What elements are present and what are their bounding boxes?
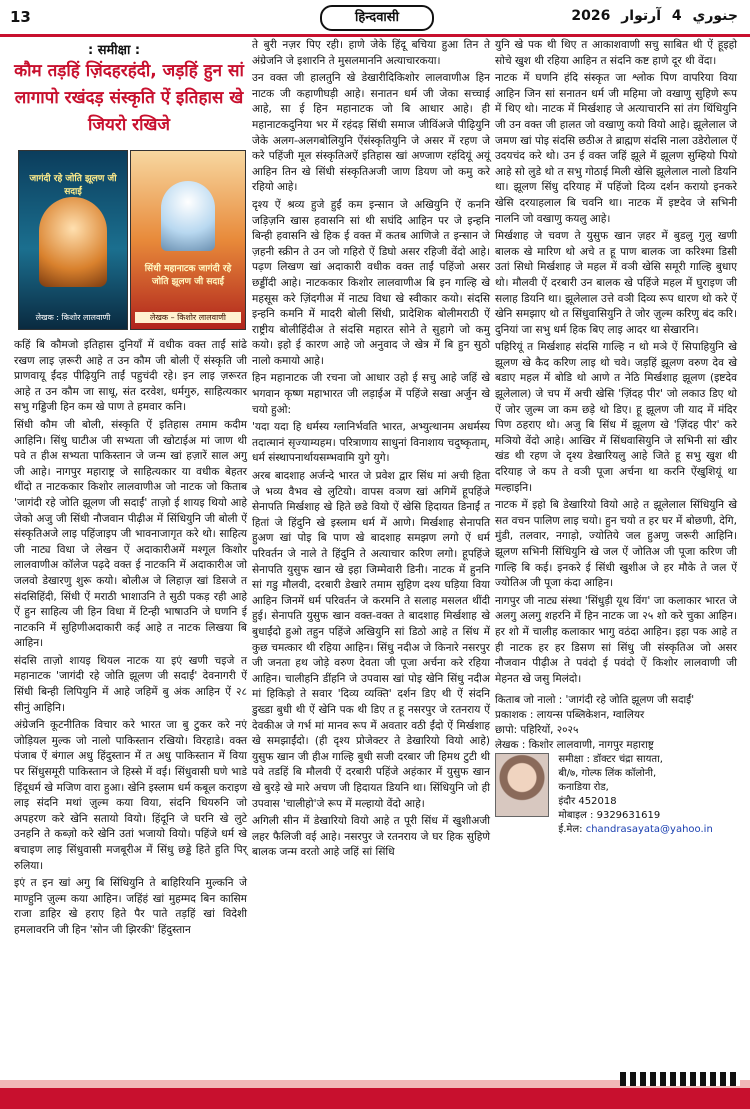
book-cover-1-title: जागंदी रहे जोति झूलण जी सदाईं bbox=[29, 174, 117, 197]
reviewer-name: समीक्षा : डॉक्टर चंद्रा सायता, bbox=[558, 754, 663, 766]
paragraph: अगिली सीन में डेखारियो वियो आहे त पूरी सिंध में खुशीअजी लहर फैलिजी वई आहे। नसरपुर जे रतनराय जे घर हिक सुहिणे बालक जन्म वरतो आहे जहिं सां सिंधि bbox=[252, 815, 490, 859]
paragraph: पहिरियूं त मिर्खशाह संदसि गाल्हि न थो मञे ऐं सिपाहियुनि खे झूलण खे कैद करिण लाइ थो चवे। जड़हिं झूलण वरुण देव खे बडाए महल में बोडि थो आणे त नेठि मिर्खशाह झूलण (इष्टदेव झूलेलाल) जे चप में अची खेसि 'ज़िंदह पीर' जो लकाउ डिए थो ऐं जोर ज़ुल्म जा कम छड़े थो डिए। हू झूलण जी याद में मंदिर पिण ठहराए थो। अजु बि सिंध में झूलण खे 'ज़िंदह पीर' करे मञियो वेंदो आहे। आखिर में सिंधवासियुनि जे सभिनी सां खीर खंड थी रहण जे दृश्य डेखारियलु आहे जिते हू सभु खुश थी दरियाह जे कप ते वञी पूजा अर्चना था करनि ऐंखुशियूं था मल्हाइनि। bbox=[495, 341, 737, 494]
publisher-line: प्रकाशक : लायन्स पब्लिकेशन, ग्वालियर bbox=[495, 709, 645, 722]
paragraph: नाटक में घणनि हंदि संस्कृत जा श्लोक पिण वापरिया विया आहिन जिन सां सनातन धर्म जी महिमा जो वखाणु सुहिणे रूप में थिए थो। नाटक में मिर्खशाह जे अत्याचारनि सां तंग थिंधियुनि जी उन वक्त जी हालत जो वखाणु कयो वियो आहे। झूलेलाल जे जमण खां पोइ संदसि छठीअ ते ब्राह्मण संदसि नाला उडेरोलाल ऐं उदयचंद करे थो। उन ई वक्त जहिं झूले में झूलण सुम्हियो पियो आहे सो लुडे थो त सभु गोठाई मिली खेसि झूलेलाल नालो डियनि था। झूलण सिंधु दरियाह में पहिंजो दिव्य दर्शन करायो इनकरे खेसि दरयाहलाल बि चवनि था। नाटक में इष्टदेव जे सभिनी नालनि जो वखाणु कयलु आहे। bbox=[495, 72, 737, 225]
paragraph: इएं त इन खां अगु बि सिंधियुनि ते बाहिरियनि मुल्कनि जे माण्हुनि ज़ुल्म कया आहिन। जहिंहं खां मुहम्मद बिन कासिम राजा डाहिर खे हराए हिते पैर पाते तड़हिं खां विदेशी हमलावरनि जी हिन 'सोन जी झिरकी' हिंदुस्तान bbox=[14, 877, 247, 936]
paragraph: युनि खे पक थी थिए त आकाशवाणी सचु साबित थी ऐं हूइहो सोचे खुश थी रहिया आहिन त संदनि कष्ट हाणे दूर थी वेंदा। bbox=[495, 39, 737, 67]
reviewer-photo bbox=[495, 753, 549, 817]
date-year: 2026 bbox=[571, 8, 611, 24]
date-weekday: آرتوار bbox=[621, 8, 662, 24]
footer-ornament bbox=[620, 1072, 740, 1086]
reviewer-contact bbox=[558, 753, 730, 837]
paragraph: कहिं बि कौमजो इतिहास दुनियाँ में वधीक वक्त ताईं सांढे रखण लाइ ज़रूरी आहे त उन कौम जी बोली ऐं संस्कृति जी प्राणवायू ईंदड़ पीढ़ियुनि ताईं पहुचंदी रहे। इन लाइ ज़रूरत आहे त उन कौम जा साधू, संत दरवेश, धर्मगुरु, साहित्यकार सभु गड्डिजी हिन कम खे पाण ते हमवार कनि। bbox=[14, 339, 247, 414]
paragraph: संदसि ताज़ो शायइ थियल नाटक या इएं खणी चइजे त महानाटक 'जागंदी रहे जोति झूलण जी सदाईं' देवनागरी ऐं सिंधी बिन्ही लिपियुनि में आहे जहिमें बु अंक आहिन ऐं २८ सीनुं आहिनि। bbox=[14, 654, 247, 714]
city-line: इंदौर 452018 bbox=[558, 796, 617, 808]
email-label: ई.मेल: bbox=[558, 824, 583, 836]
address-line: बी/७, गोल्फ लिंक कॉलोनी, bbox=[558, 768, 657, 780]
date-month: جنوري bbox=[692, 8, 738, 24]
email-line bbox=[558, 823, 730, 837]
paragraph: नाटक में इहो बि डेखारियो वियो आहे त झूलेलाल सिंधियुनि खे सत वचन पालिण लाइ चयो। हुन चयो त हर घर में बोछणी, देगि, मुंडी, तलवार, नगाड़ो, ज्योतिये जल हुअणु जरूरी आहिनि। झूलण सभिनी सिंधियुनि खे जल ऐं जोतिअ जी पूजा करिण जी गाल्हि बि कई। इनकरे ई सिंधी खुशीअ जे हर मौके ते जल ऐं ज्योतिअ जी पूजा कंदा आहिन। bbox=[495, 499, 737, 590]
book-credits bbox=[495, 693, 737, 837]
page-footer bbox=[0, 1088, 750, 1109]
book-cover-1-author: लेखक : किशोर लालवाणी bbox=[35, 313, 111, 322]
book-cover-2-title: सिंधी महानाटक जागंदी रहे जोति झूलण जी सदाईं bbox=[144, 264, 232, 287]
deity-image bbox=[39, 197, 107, 287]
edition-line: छापो: पहिरियों, २०२५ bbox=[495, 724, 579, 737]
article-column-2 bbox=[252, 38, 490, 863]
writer-line: लेखक : किशोर लालवाणी, नागपुर महाराष्ट्र bbox=[495, 739, 654, 752]
paragraph: दृश्य ऐं श्रव्य हुजे हुईं कम इन्सान जे अखियुनि ऐं कननि जड़िज़नि खास हवासनि सां थी सघंदि आहिन पर जे इन्हनि बिन्ही हवासनि खे हिक ई वक्त में कतब आणिजे त इन्सान जे ज़हनी स्क्रीन ते उन जो गहिरो ऐं डिघो असर रहिजी वेंदो आहे। पढ़ण लिखण खां अदाकारी वधीक वक्त ताईं पहिंजो असर छड्डींदी आहे। नाटककार किशोर लालवाणीअ बि इन गाल्हि खे महसूस करे ज़िंदगीअ में नाट्य विधा खे स्वीकार कयो। संदसि इन्हनि कमनि में मादरी बोली सिंधी, प्रादेशिक बोलीमराठी ऐं राष्ट्रीय बोलीहिंदीअ ते संदसि महारत सोने ते सुहागे जो कमु कयो। इहो ई कारण आहे जो अनुवाद जे खेत्र में बि हुन सुठो नालो कमायो आहे। bbox=[252, 198, 490, 367]
reviewer-block bbox=[495, 753, 737, 837]
section-label: : समीक्षा : bbox=[88, 43, 141, 58]
paragraph: सिंधी कौम जी बोली, संस्कृति ऐं इतिहास तमाम कदीम आहिनि। सिंधु घाटीअ जी सभ्यता जी खोटाईअ मां जाण थी पवे त हीअ सभ्यता पाकिस्तान जे जन्म खां हज़ारें साल अगु जी आहे। नागपुर महाराष्ट्र जे साहित्यकार या वधीक बेहतर थींदो त नाटककार किशोर लालवाणीअ जो नाटक जो किताब 'जागंदी रहे जोति झूलण जी सदाईं' ताज़ो ई शायइ थियो आहे जेको अजु जी सिंधी नौजवान पीढ़ीअ में सिंधियुनि जी बोली ऐं संस्कृतिअजे लाइ पहिंजाइप जी भावनाजागृत करे थो। साहित्य जी नाट्य विधा जे लेखन ऐं अदाकारीअमें मश्गूल किशोर लालवाणीअ कॉलेज पढ़दे वक्त ई नाटकनि में अदाकारीअ जो जलवो डेखारणु शुरू कयो। बोलीअ जे लिहाज़ खां डिसजे त संदसिहिंदी, सिंधी ऐं मराठी भाशाउनि ते सुठी पकड़ रही आहे ऐं हुन साहित्य जी हिन विधा में टिन्ही भाषाउनि जे घणनि ई नाटकनि में सुहिणीअदाकारी कई आहे त नाटक लिखया बि आहिन। bbox=[14, 418, 247, 650]
paragraph: मिर्खशाह जे चवण ते युसुफ खान ज़हर में बुडलु गुलु खणी बालक खे मारिण थो अचे त हू पाण बालक जा करिश्मा डिसी उतां सिधो मिर्खशाह जे महल में वञी खेसि समूरी गाल्हि बुधाए थो। मौलवी ऐं दरबारी उन बालक खे पहिंजे महल में घुराइण जी सलाह डियनि था। झूलेलाल उत्ते वञी दिव्य रूप धारण थो करे ऐं खेनि समझाए थो त सिंधुवासियुनि ते जोर ज़ुल्म करिणु बंद करि। दुनियां जा सभु धर्म हिक बिए लाइ आदर था सेखारनि। bbox=[495, 230, 737, 336]
paragraph: हिन महानाटक जी रचना जो आधार उहो ई सचु आहे जहिं खे भगवान कृष्ण महाभारत जी लड़ाईअ में पहिंजे सखा अर्जुन खे चयो हुओ: bbox=[252, 372, 490, 416]
paragraph: ते बुरी नज़र पिए रही। हाणे जेके हिंदू बचिया हुआ तिन ते अंग्रेजनि जे इशारनि ते मुसलमाननि अत्याचारकया। bbox=[252, 39, 490, 67]
paragraph: अंग्रेजनि कूटनीतिक विचार करे भारत जा बु टुकर करे नएं जोड़ियल मुल्क जो नालो पाकिस्तान रखियो। विरहाडे। वक्त पंजाब ऐं बंगाल अधु हिंदुस्तान में त अधु पाकिस्तान में विया पर सिंधुसमूरी पाकिस्तान जे हिस्से में वई। सिंधुवासी घणे भाडे हिंदूधर्म खे मजिण वारा हुआ। खेनि इस्लाम धर्म कबूल कराइण लाइ संदनि मथां ज़ुल्म कया विया, संदनि धियरुनि जो अपहरण करे खेनि सतायो वियो। हिंदूनि जे घरनि खे लुटे उनहनि ते कब्ज़ो करे खेनि उतां भजायो वियो। पहिंजे धर्म खे बचाइण लाइ सिंधुवासी मजबूरीअ में सिंधु छड्डे हिते हुति पिर् रुलिया। bbox=[14, 719, 247, 872]
saint-image bbox=[161, 181, 215, 251]
book-name-line: किताब जो नालो : 'जागंदी रहे जोति झूलण जी सदाईं' bbox=[495, 694, 695, 707]
book-cover-2-author: लेखक – किशोर लालवाणी bbox=[135, 312, 241, 323]
article-column-3 bbox=[495, 38, 737, 837]
paragraph: नागपुर जी नाट्य संस्था 'सिंधुड़ी यूथ विंग' जा कलाकार भारत जे अलगु अलगु शहरनि में हिन नाटक जा २५ शो करे चुका आहिन। हर शो में चालीह कलाकार भागु वठंदा आहिन। इहा पक आहे त ही नाटक हर हर डिसण सां सिंधु जी संस्कृतिअ जो असर नौजवान पीढ़ीअ ते पवंदो ई पवंदो ऐं किशोर लालवाणी जी मेहनत खे जसु मिलंदो। bbox=[495, 594, 737, 685]
sanskrit-verse: 'यदा यदा हि धर्मस्य ग्लानिर्भवति भारत, अभ्युत्थानम अधर्मस्य तदात्मानं सृज्याम्यहम। परित्राणाय साधुनां विनाशाय चदुष्कृताम्, धर्म संस्थापनार्थायसम्भवामि युगे युगे। bbox=[252, 421, 490, 465]
page-number: 13 bbox=[10, 8, 31, 26]
article-headline: कौम तड़हिं ज़िंदहरहंदी, जड़हिं हुन सां लागापो रखंदड़ संस्कृति ऐं इतिहास खे जियरो रखिजे bbox=[14, 61, 244, 135]
page-header bbox=[0, 0, 750, 37]
date-day: 4 bbox=[671, 8, 682, 24]
book-cover-2 bbox=[130, 150, 246, 330]
mobile-line: मोबाइल : 9329631619 bbox=[558, 810, 661, 822]
dateline bbox=[565, 8, 738, 24]
article-column-1 bbox=[14, 338, 247, 941]
masthead-logo: हिन्दवासी bbox=[320, 5, 434, 31]
email-link[interactable]: chandrasayata@yahoo.in bbox=[585, 824, 713, 836]
book-covers bbox=[18, 150, 244, 330]
paragraph: उन वक्त जी हालतुनि खे डेखारीदिकिशोर लालवाणीअ हिन नाटक जी कहाणीघड़ी आहे। सनातन धर्म जी जेका सच्चाई आहे, सा ई हिन महानाटक जो बि आधार आहे। ही महानाटकदुनिया भर में रहंदड़ सिंधी समाज जीविंअजे पीढ़ियुनि जेके अलग-अलगबोलियुनि ऐंसंस्कृतियुनि जे असर में रहण जे करे पहिंजी मूल संस्कृतिअऐं इतिहास खां अण्जाण रहंदियूं अयूं आहिन तिन खे सिंधी संस्कृतिअजी जाण डियण जो कमु करे रहियो आहे। bbox=[252, 72, 490, 194]
address-line: कनाडिया रोड, bbox=[558, 782, 609, 794]
paragraph: अरब बादशाह अर्जन्दे भारत जे प्रवेश द्वार सिंध मां अची हिता जे भव्य वैभव खे लुटियो। वापस वञण खां अगिमें हूपहिंजे सेनापति मिर्खशाह खे हिते छडे वियो ऐं खेसि हिदायत डिनाईं त हितां जे हिंदुनि खे इस्लाम धर्म में आणे। मिर्खशाह सेनापति हुअण खां पोइ बि पाण खे बादशाह समझण लगो ऐं धर्म परिवर्तन जे नाले ते हिंदुनि ते अत्याचार करिण लगो। हूपहिंजे सेनापति युसुफ खान खे इहा जिम्मेवारी डिनी। नाटक में हुननि सां गडु मौलवी, दरबारी डेखारे तमाम सुहिण दश्य घड़िया विया आहिन जिनमें धर्म परिवर्तन जे करमनि ते सलाह मसलत थींदी हुई। सेनापति युसुफ खान वक्त-वक्त ते बादशाह मिर्खशाह खे बुधाईंदो हुओ तहुन पहिंजे अखियुनि सां डिठो आहे त सिंध में कुछ चमत्कार थी रहिया आहिन। सिंधु नदीअ जे किनारे नसरपुर जी जनता हथ जोड़े वरुण देवता जी पूजा अर्चना करे रहिया आहिन। चालीहनि डींहनि जे उपवास खां पोइ खेनि सिंधु नदीअ मां हिकिड़ो ते सवार 'दिव्य व्यक्ति' दर्शन डिए थी ऐं संदनि डुख्डा बुधी थी ऐं खेनि पक थी डिए त हू नसरपुर जे रतनराय ऐं देवकीअ जे गर्भ मां मानव रूप में अवतार वठी ईंदो ऐं मिर्खशाह खे समझाईंदो। (ही दृश्य प्रोजेक्टर ते डेखारियो वियो आहे) युसुफ खान जी हीअ गाल्हि बुधी सजी दरबार जी हिमथ टुटी थी पवे तडहिं बि मौलवी ऐं दरबारी पहिंजे अहंकार में युसुफ खान खे बुरड़े खे मारे अचण जी हिदायत डियनि था। सिंधियुनि जो ही उपवास 'चालीहो'जे रूप में मल्हायो वेंदो आहे। bbox=[252, 470, 490, 810]
book-cover-1 bbox=[18, 150, 128, 330]
